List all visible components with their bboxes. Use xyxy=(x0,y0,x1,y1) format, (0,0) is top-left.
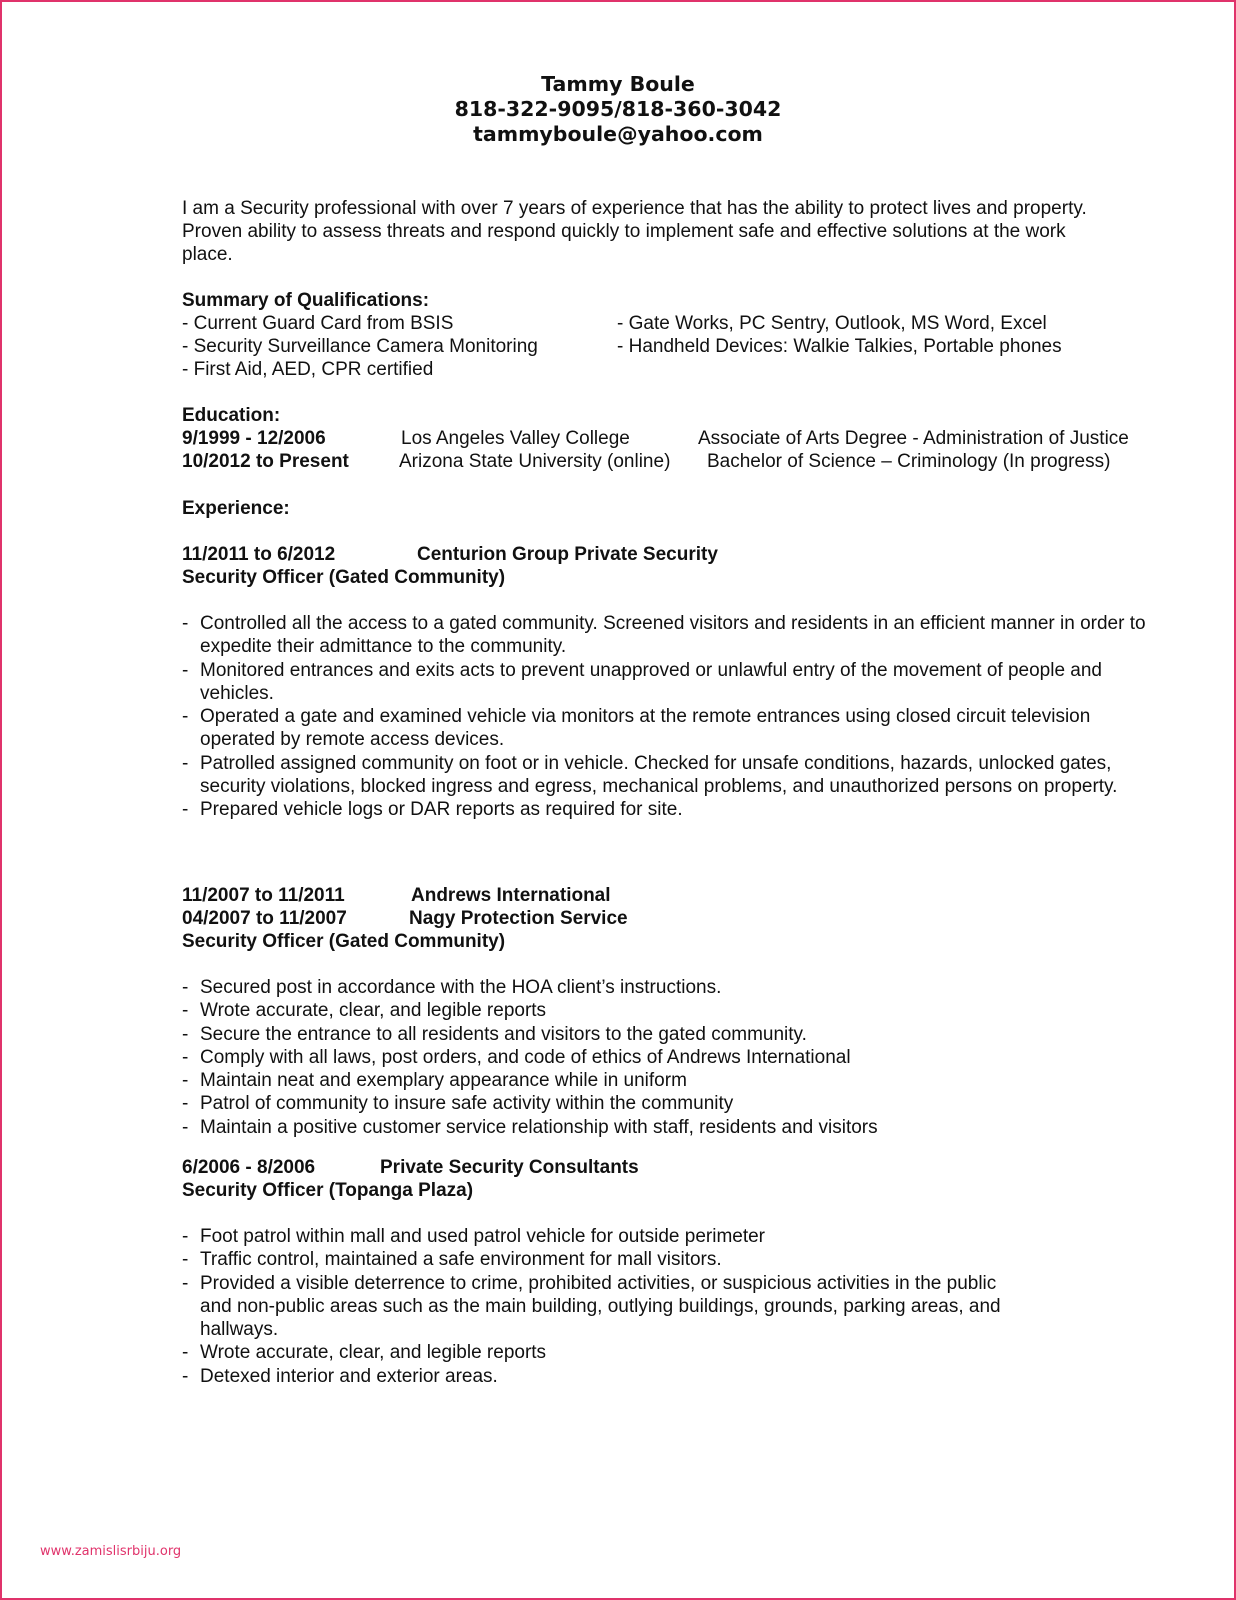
duty-item: - Maintain neat and exemplary appearance while in uniform xyxy=(182,1069,1152,1092)
qualification-item: - Security Surveillance Camera Monitoring xyxy=(182,336,538,357)
education-dates: 10/2012 to Present xyxy=(182,451,349,472)
job-company: Andrews International xyxy=(411,885,611,906)
candidate-name: Tammy Boule xyxy=(541,72,695,96)
job-dates: 11/2011 to 6/2012 xyxy=(182,544,336,565)
education-school: Arizona State University (online) xyxy=(399,451,671,472)
duty-item: - Provided a visible deterrence to crime, prohibited activities, or suspicious activities in the public and non-public areas such as the main building, outlying buildings, grounds, parking areas, and hallways. xyxy=(182,1272,1002,1342)
duty-item: - Patrolled assigned community on foot or in vehicle. Checked for unsafe conditions, hazards, unlocked gates, security violations, blocked ingress and egress, mechanical problems, and unauthorized persons on property. xyxy=(182,752,1152,799)
intro-line: I am a Security professional with over 7 years of experience that has the ability to protect lives and property. xyxy=(182,198,1087,219)
job-company: Centurion Group Private Security xyxy=(417,544,718,565)
email-address: tammyboule@yahoo.com xyxy=(473,122,763,146)
qualification-item: - First Aid, AED, CPR certified xyxy=(182,359,434,380)
duty-item: - Maintain a positive customer service relationship with staff, residents and visitors xyxy=(182,1116,1152,1139)
education-school: Los Angeles Valley College xyxy=(401,428,630,449)
education-dates: 9/1999 - 12/2006 xyxy=(182,428,326,449)
job-company: Nagy Protection Service xyxy=(409,908,628,929)
job-title: Security Officer (Topanga Plaza) xyxy=(182,1180,474,1201)
duty-item: - Patrol of community to insure safe activity within the community xyxy=(182,1092,1152,1115)
intro-line: place. xyxy=(182,244,233,265)
qualification-item: - Current Guard Card from BSIS xyxy=(182,313,454,334)
duty-item: - Foot patrol within mall and used patrol vehicle for outside perimeter xyxy=(182,1225,1002,1248)
qualification-item: - Gate Works, PC Sentry, Outlook, MS Word, Excel xyxy=(617,313,1047,334)
duty-item: - Prepared vehicle logs or DAR reports as required for site. xyxy=(182,798,1152,821)
resume-header xyxy=(0,72,1236,147)
duty-item: - Controlled all the access to a gated community. Screened visitors and residents in an efficient manner in order to expedite their admittance to the community. xyxy=(182,612,1152,659)
duty-item: - Monitored entrances and exits acts to prevent unapproved or unlawful entry of the movement of people and vehicles. xyxy=(182,659,1152,706)
job-dates: 6/2006 - 8/2006 xyxy=(182,1157,316,1178)
qualification-item: - Handheld Devices: Walkie Talkies, Portable phones xyxy=(617,336,1062,357)
experience-heading: Experience: xyxy=(182,498,290,519)
job-dates: 04/2007 to 11/2007 xyxy=(182,908,347,929)
education-degree: Associate of Arts Degree - Administration of Justice xyxy=(698,428,1129,449)
job-duties-list xyxy=(182,976,1152,1139)
job-title: Security Officer (Gated Community) xyxy=(182,931,506,952)
job-dates: 11/2007 to 11/2011 xyxy=(182,885,345,906)
duty-item: - Traffic control, maintained a safe environment for mall visitors. xyxy=(182,1248,1002,1271)
duty-item: - Secure the entrance to all residents and visitors to the gated community. xyxy=(182,1023,1152,1046)
qualifications-heading: Summary of Qualifications: xyxy=(182,290,430,311)
duty-item: - Wrote accurate, clear, and legible reports xyxy=(182,1341,1002,1364)
duty-item: - Detexed interior and exterior areas. xyxy=(182,1365,1002,1388)
duty-item: - Wrote accurate, clear, and legible reports xyxy=(182,999,1152,1022)
job-title: Security Officer (Gated Community) xyxy=(182,567,506,588)
education-heading: Education: xyxy=(182,405,281,426)
job-duties-list xyxy=(182,1225,1002,1388)
watermark-link[interactable]: www.zamislisrbiju.org xyxy=(40,1544,182,1559)
education-degree: Bachelor of Science – Criminology (In progress) xyxy=(707,451,1111,472)
phone-numbers: 818-322-9095/818-360-3042 xyxy=(454,97,782,121)
job-company: Private Security Consultants xyxy=(380,1157,639,1178)
job-duties-list xyxy=(182,612,1152,822)
duty-item: - Comply with all laws, post orders, and code of ethics of Andrews International xyxy=(182,1046,1152,1069)
duty-item: - Operated a gate and examined vehicle via monitors at the remote entrances using closed circuit television operated by remote access devices. xyxy=(182,705,1152,752)
duty-item: - Secured post in accordance with the HOA client’s instructions. xyxy=(182,976,1152,999)
intro-line: Proven ability to assess threats and respond quickly to implement safe and effective solutions at the work xyxy=(182,221,1066,242)
